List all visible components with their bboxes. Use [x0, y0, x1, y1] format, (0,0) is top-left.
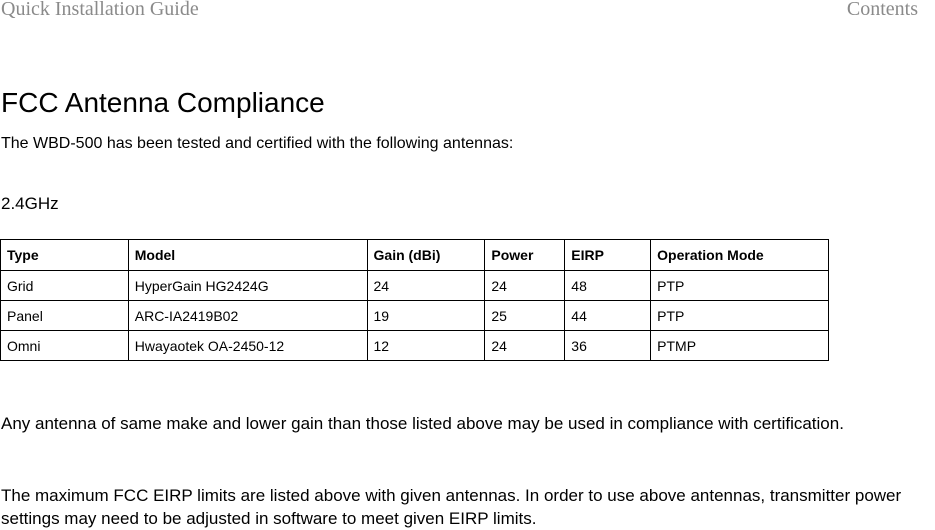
- column-header-type: Type: [1, 240, 129, 271]
- column-header-operation-mode: Operation Mode: [651, 240, 829, 271]
- column-header-power: Power: [485, 240, 565, 271]
- cell-power: 24: [485, 271, 565, 301]
- column-header-eirp: EIRP: [565, 240, 651, 271]
- compliance-note-paragraph: Any antenna of same make and lower gain than those listed above may be used in compliance with certification.: [1, 414, 844, 433]
- cell-gain: 19: [367, 301, 485, 331]
- section-title: FCC Antenna Compliance: [1, 87, 325, 118]
- cell-type: Panel: [1, 301, 129, 331]
- cell-model: HyperGain HG2424G: [128, 271, 367, 301]
- cell-eirp: 44: [565, 301, 651, 331]
- running-header-title: Quick Installation Guide: [1, 0, 199, 20]
- running-header-section: Contents: [846, 0, 918, 20]
- cell-gain: 24: [367, 271, 485, 301]
- cell-operation-mode: PTMP: [651, 331, 829, 361]
- column-header-model: Model: [128, 240, 367, 271]
- cell-type: Grid: [1, 271, 129, 301]
- table-row: [1, 271, 829, 301]
- cell-eirp: 48: [565, 271, 651, 301]
- cell-power: 25: [485, 301, 565, 331]
- cell-type: Omni: [1, 331, 129, 361]
- table-row: [1, 301, 829, 331]
- cell-operation-mode: PTP: [651, 271, 829, 301]
- eirp-limits-paragraph: The maximum FCC EIRP limits are listed above with given antennas. In order to use above antennas, transmitter power settings may need to be adjusted in software to meet given EIRP limits.: [1, 486, 902, 528]
- cell-operation-mode: PTP: [651, 301, 829, 331]
- intro-text: The WBD-500 has been tested and certified with the following antennas:: [1, 135, 514, 152]
- cell-eirp: 36: [565, 331, 651, 361]
- cell-gain: 12: [367, 331, 485, 361]
- cell-model: Hwayaotek OA-2450-12: [128, 331, 367, 361]
- cell-power: 24: [485, 331, 565, 361]
- column-header-gain: Gain (dBi): [367, 240, 485, 271]
- cell-model: ARC-IA2419B02: [128, 301, 367, 331]
- table-header-row: [1, 240, 829, 271]
- band-label: 2.4GHz: [1, 194, 59, 213]
- table-row: [1, 331, 829, 361]
- antenna-table: [0, 239, 829, 361]
